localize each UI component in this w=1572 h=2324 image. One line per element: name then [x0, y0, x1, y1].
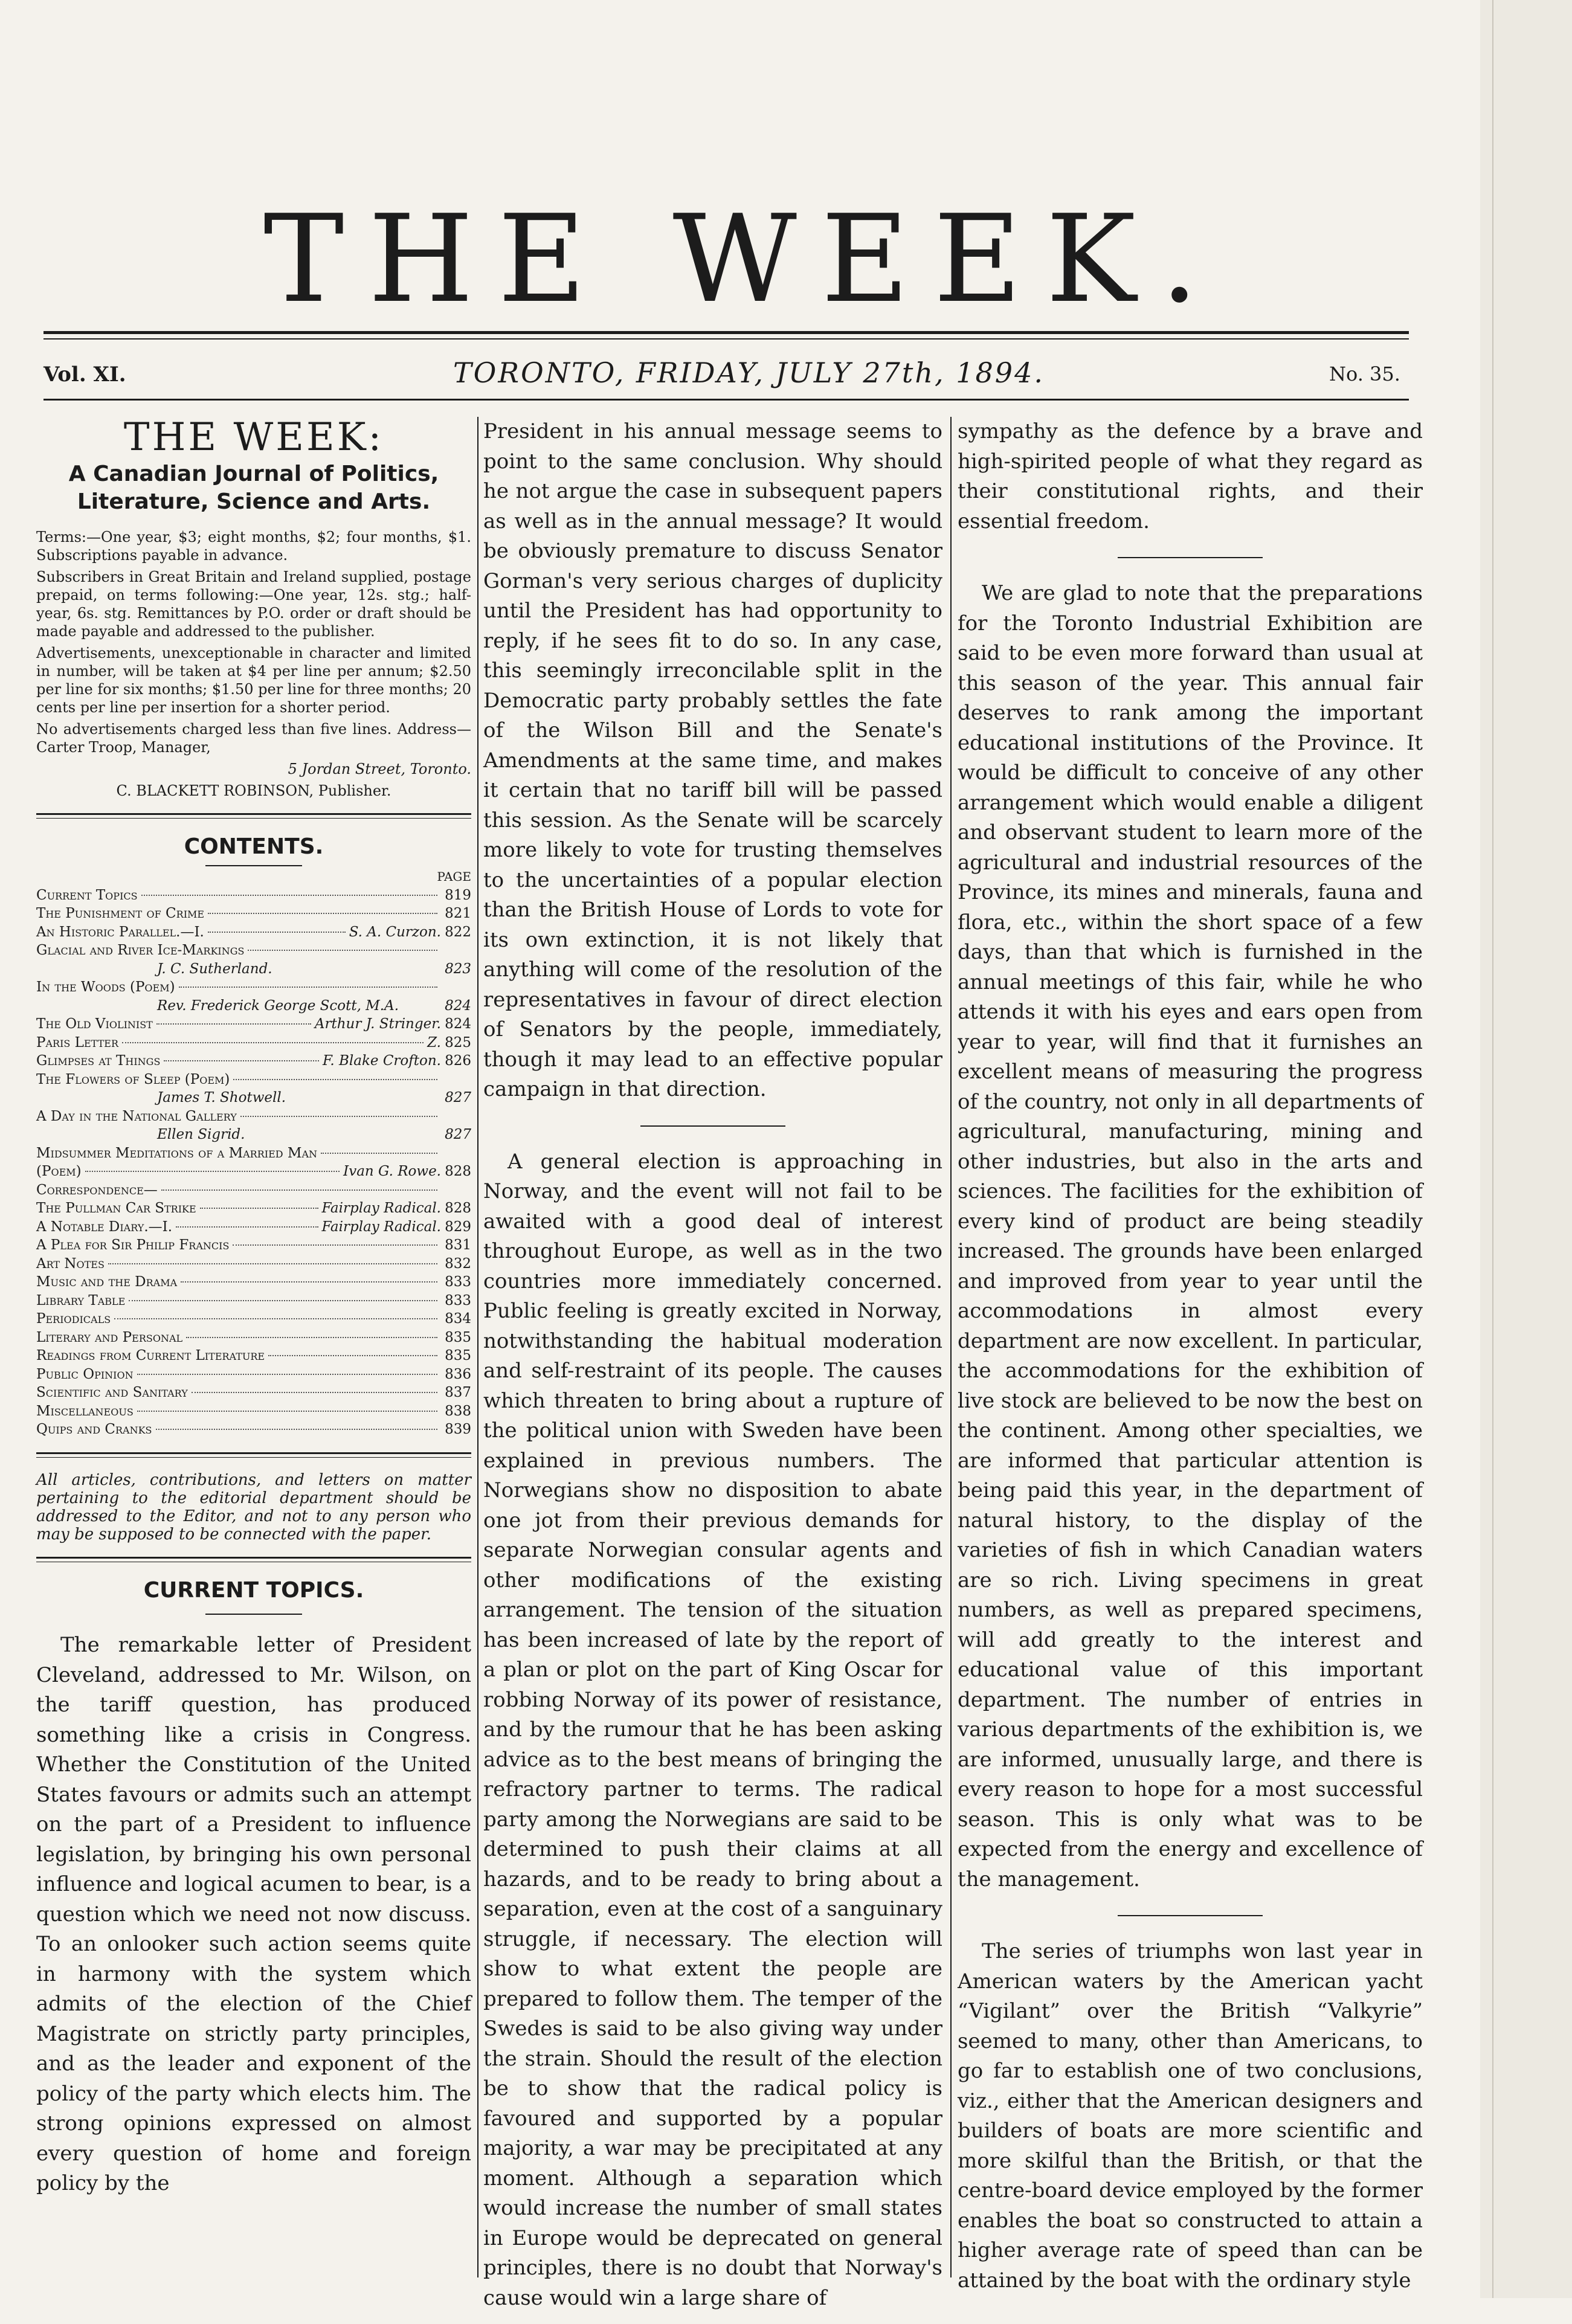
contents-entry — [36, 1365, 471, 1384]
leader-dots — [108, 1263, 437, 1264]
article-paragraph: President in his annual message seems to point to the same conclusion. Why should he not argue the case in subsequent papers as well as in the annual message? It would be obviously premature to discuss Senator Gorman's very serious charges of duplicity until the President has had opportunity to reply, if he sees fit to do so. In any case, this seemingly irreconcilable split in the Democratic party probably settles the fate of the Wilson Bill and the Senate's Amendments at the same time, and makes it certain that no tariff bill will be passed this session. As the Senate will be scarcely more likely to vote for trusting themselves to the uncertainties of a popular election than the British House of Lords to vote for its own extinction, it is not likely that anything will come of the resolution of the representatives in favour of direct election of Senators by the people, immediately, though it may lead to an effective popular campaign in that direction. — [483, 419, 942, 1101]
contents-entry-title: Midsummer Meditations of a Married Man — [36, 1145, 318, 1161]
issue-number: No. 35. — [1329, 362, 1400, 385]
contents-entry-title: The Pullman Car Strike — [36, 1200, 196, 1216]
leader-dots — [321, 1153, 437, 1154]
contents-entry — [36, 1420, 471, 1439]
contents-entry-page: 821 — [445, 906, 471, 921]
page-edge — [1480, 0, 1572, 2298]
article-paragraph: The series of triumphs won last year in American waters by the American yacht “Vigilant” over the British “Valkyrie” seemed to many, other than Americans, to go far to establish one of two conclusions, viz., either that the American designers and builders of boats are more scientific and more skilful than the British, or that the centre-board device employed by the former enables the boat so constructed to attain a higher average rate of speed than can be attained by the boat with the ordinary style — [958, 1939, 1423, 2293]
contents-entry-title: The Flowers of Sleep (Poem) — [36, 1071, 230, 1087]
contents-entry-title: (Poem) — [36, 1164, 82, 1179]
terms-paragraph: Subscribers in Great Britain and Ireland supplied, postage prepaid, on terms following:—One year, 12s. stg.; half-year, 6s. stg. Remittances by P.O. order or draft should be made payable and addressed to the publisher. — [36, 568, 471, 640]
editorial-note: All articles, contributions, and letters on matter pertaining to the editorial department should be addressed to the Editor, and not to any person who may be supposed to be connected with the paper. — [36, 1470, 471, 1543]
leader-dots — [233, 1079, 437, 1080]
contents-entry-title: Literary and Personal — [36, 1329, 183, 1345]
divider — [1118, 557, 1263, 558]
contents-entry-page: 822 — [445, 924, 471, 940]
contents-entry-page: 833 — [445, 1274, 471, 1290]
contents-entry-page: 835 — [445, 1329, 471, 1345]
contents-entry-title: A Day in the National Gallery — [36, 1108, 237, 1124]
leader-dots — [248, 950, 437, 951]
leader-dots — [192, 1392, 437, 1393]
contents-entry-page: 832 — [445, 1255, 471, 1272]
contents-entry-page: 828 — [445, 1200, 471, 1216]
article-paragraph: A general election is approaching in Norway, and the event will not fail to be awaited with a good deal of interest throughout Europe, as well as in the two countries more immediately concerned. Public feeling is greatly excited in Norway, notwithstanding the habitual moderation and self-restraint of its people. The causes which threaten to bring about a rupture of the political union with Sweden have been explained in previous numbers. The Norwegians show no disposition to abate one jot from their previous demands for separate Norwegian consular agents and other modifications of the existing arrangement. The tension of the situation has been increased of late by the report of a plan or plot on the part of King Oscar for robbing Norway of its power of resistance, and by the rumour that he has been asking advice as to the best means of bringing the refractory partner to terms. The radical party among the Norwegians are said to be determined to push their claims at all hazards, and to be ready to bring about a separation, even at the cost of a sanguinary struggle, if necessary. The election will show to what extent the people are prepared to follow them. The temper of the Swedes is said to be also giving way under the strain. Should the result of the election be to show that the radical policy is favoured and supported by a popular majority, a war may be precipitated at any moment. Although a separation which would increase the number of small states in Europe would be deprecated on general principles, there is no doubt that Norway's cause would win a large share of — [483, 1149, 942, 2310]
leader-dots — [181, 1281, 437, 1283]
contents-entry — [36, 960, 471, 979]
publisher-line: C. BLACKETT ROBINSON, Publisher. — [116, 782, 391, 799]
contents-entry-page: 837 — [445, 1385, 471, 1400]
contents-entry — [36, 1310, 471, 1328]
divider — [640, 1125, 785, 1127]
dateline-rule — [43, 399, 1409, 401]
contents-entry — [36, 997, 471, 1016]
contents-list — [36, 886, 471, 1439]
contents-entry-page: 836 — [445, 1366, 471, 1382]
contents-entry — [36, 923, 471, 942]
dateline: TORONTO, FRIDAY, JULY 27th, 1894. — [453, 356, 1045, 389]
divider — [36, 1452, 471, 1458]
contents-entry-page: 824 — [445, 1016, 471, 1032]
contents-entry-author: S. A. Curzon. — [349, 924, 441, 940]
contents-entry-title: Music and the Drama — [36, 1274, 178, 1290]
contents-entry-page: 828 — [445, 1164, 471, 1179]
contents-entry — [36, 1383, 471, 1402]
contents-entry — [36, 1328, 471, 1347]
article-paragraph: The remarkable letter of President Cleveland, addressed to Mr. Wilson, on the tariff question, has produced something like a crisis in Congress. Whether the Constitution of the United States favours or admits such an attempt on the part of a President to influence legislation, by bringing his own personal influence and logical acumen to bear, is a question which we need not now discuss. To an onlooker such action seems quite in harmony with the system which admits of the election of the Chief Magistrate on strictly party principles, and as the leader and exponent of the policy of the party which elects him. The strong opinions expressed on almost every question of home and foreign policy by the — [36, 1633, 471, 2195]
contents-entry — [36, 1402, 471, 1421]
terms-paragraph: Terms:—One year, $3; eight months, $2; four months, $1. Subscriptions payable in advance. — [36, 528, 471, 564]
contents-entry-title: An Historic Parallel.—I. — [36, 924, 204, 940]
contents-entry-author: Fairplay Radical. — [321, 1200, 441, 1216]
contents-entry-title: Current Topics — [36, 887, 138, 903]
contents-entry-page: 831 — [445, 1237, 471, 1253]
column-middle — [483, 417, 942, 2324]
publisher-address: 5 Jordan Street, Toronto. — [288, 760, 471, 777]
column-rule — [950, 417, 952, 2277]
contents-entry-title: Glacial and River Ice-Markings — [36, 942, 245, 958]
leader-dots — [137, 1374, 437, 1375]
contents-entry — [36, 1236, 471, 1255]
journal-subtitle: A Canadian Journal of Politics, Literature, Science and Arts. — [68, 461, 439, 514]
current-topics-heading: CURRENT TOPICS. — [143, 1577, 364, 1603]
contents-entry — [36, 978, 471, 997]
contents-entry — [36, 1070, 471, 1089]
contents-entry — [36, 941, 471, 960]
contents-entry-title: The Punishment of Crime — [36, 906, 205, 921]
contents-heading: CONTENTS. — [184, 834, 324, 859]
leader-dots — [129, 1300, 437, 1301]
contents-entry — [36, 1089, 471, 1107]
leader-dots — [122, 1042, 424, 1043]
masthead-rule-thin — [43, 338, 1409, 340]
terms-paragraph: No advertisements charged less than five lines. Address—Carter Troop, Manager, — [36, 720, 471, 756]
column-rule — [477, 417, 478, 2277]
contents-entry — [36, 1052, 471, 1070]
contents-entry-page: 824 — [445, 997, 471, 1014]
contents-entry — [36, 1218, 471, 1237]
contents-entry-title: Art Notes — [36, 1255, 105, 1272]
leader-dots — [114, 1318, 437, 1319]
contents-entry-title: The Old Violinist — [36, 1016, 153, 1032]
contents-entry — [36, 1255, 471, 1273]
divider — [1118, 1915, 1263, 1916]
contents-entry-page: 827 — [445, 1090, 471, 1106]
contents-entry-title: In the Woods (Poem) — [36, 979, 175, 995]
contents-page-label: PAGE — [437, 869, 471, 884]
contents-entry-author: Arthur J. Stringer. — [314, 1016, 441, 1032]
contents-entry-author: F. Blake Crofton. — [323, 1053, 441, 1069]
leader-dots — [156, 1023, 311, 1025]
divider — [205, 1614, 302, 1615]
leader-dots — [141, 895, 437, 896]
contents-entry-title: Glimpses at Things — [36, 1053, 161, 1069]
contents-entry — [36, 1034, 471, 1052]
contents-entry-author: Z. — [427, 1034, 441, 1051]
contents-entry-page: 825 — [445, 1034, 471, 1051]
leader-dots — [268, 1355, 437, 1356]
contents-entry-page: 838 — [445, 1403, 471, 1419]
contents-entry-author: Ellen Sigrid. — [157, 1127, 245, 1142]
terms-paragraph: Advertisements, unexceptionable in character and limited in number, will be taken at $4 per line per annum; $2.50 per line for six months; $1.50 per line for three months; 20 cents per line per insertion for a shorter period. — [36, 644, 471, 716]
contents-entry-title: Scientific and Sanitary — [36, 1385, 188, 1400]
leader-dots — [176, 1226, 318, 1228]
column-right — [958, 417, 1423, 2306]
contents-entry — [36, 1273, 471, 1292]
contents-entry — [36, 1292, 471, 1310]
leader-dots — [161, 1189, 437, 1191]
table-of-contents — [36, 867, 471, 1439]
leader-dots — [240, 1116, 437, 1117]
contents-entry-title: Public Opinion — [36, 1366, 134, 1382]
leader-dots — [137, 1411, 437, 1412]
contents-entry — [36, 1144, 471, 1163]
article-paragraph: sympathy as the defence by a brave and high-spirited people of what they regard as their constitutional rights, and their essential freedom. — [958, 419, 1423, 533]
contents-entry-page: 826 — [445, 1053, 471, 1069]
contents-entry-title: Miscellaneous — [36, 1403, 134, 1419]
contents-entry-title: Correspondence— — [36, 1182, 158, 1198]
contents-entry — [36, 1015, 471, 1034]
contents-entry-title: Readings from Current Literature — [36, 1348, 265, 1363]
contents-entry-title: Paris Letter — [36, 1034, 118, 1051]
divider — [205, 865, 302, 866]
contents-entry — [36, 1181, 471, 1200]
contents-entry-page: 819 — [445, 887, 471, 903]
contents-entry-title: A Plea for Sir Philip Francis — [36, 1237, 230, 1253]
contents-entry-author: Ivan G. Rowe. — [343, 1164, 441, 1179]
leader-dots — [208, 932, 346, 933]
leader-dots — [85, 1171, 340, 1172]
contents-entry-title: Quips and Cranks — [36, 1421, 152, 1437]
contents-entry-page: 827 — [445, 1127, 471, 1142]
contents-entry-author: J. C. Sutherland. — [157, 961, 272, 977]
leader-dots — [208, 913, 437, 914]
contents-entry-page: 839 — [445, 1421, 471, 1437]
contents-entry-author: Fairplay Radical. — [321, 1218, 441, 1235]
contents-entry — [36, 904, 471, 923]
leader-dots — [233, 1244, 437, 1246]
contents-entry — [36, 1347, 471, 1365]
contents-entry-page: 833 — [445, 1292, 471, 1308]
volume-label: Vol. XI. — [43, 362, 126, 387]
column-left — [36, 417, 471, 2210]
contents-entry-page: 829 — [445, 1218, 471, 1235]
divider — [36, 813, 471, 819]
leader-dots — [164, 1060, 319, 1061]
leader-dots — [179, 987, 437, 988]
contents-entry-author: James T. Shotwell. — [157, 1090, 286, 1106]
contents-entry-page: 835 — [445, 1348, 471, 1363]
divider — [36, 1557, 471, 1562]
contents-entry — [36, 886, 471, 905]
masthead-title: THE WEEK. — [263, 189, 1223, 330]
contents-entry-title: A Notable Diary.—I. — [36, 1218, 173, 1235]
leader-dots — [186, 1337, 437, 1338]
contents-entry — [36, 1107, 471, 1126]
article-paragraph: We are glad to note that the preparations for the Toronto Industrial Exhibition are said to be even more forward than usual at this season of the year. This annual fair deserves to rank among the important educational institutions of the Province. It would be difficult to conceive of any other arrangement which would enable a diligent and observant student to learn more of the agricultural and industrial resources of the Province, its mines and minerals, fauna and flora, etc., within the short space of a few days, than that which is furnished in the annual meetings of this fair, while he who attends it with his eyes and ears open from year to year, will find that it furnishes an excellent means of measuring the progress of the country, not only in all departments of agricultural, manufacturing, mining and other industries, but also in the arts and sciences. The facilities for the exhibition of every kind of product are being steadily increased. The grounds have been enlarged and improved from year to year until the accommodations in almost every department are now excellent. In particular, the accommodations for the exhibition of live stock are believed to be now the best on the continent. Among other specialties, we are informed that particular attention is being paid this year, in the department of natural history, to the display of the varieties of fish in which Canadian waters are so rich. Living specimens in great numbers, as well as prepared specimens, will add greatly to the interest and educational value of this important department. The number of entries in various departments of the exhibition is, we are informed, unusually large, and there is every reason to hope for a most successful season. This is only what was to be expected from the energy and excellence of the management. — [958, 581, 1423, 1891]
contents-entry — [36, 1199, 471, 1218]
leader-dots — [156, 1429, 437, 1430]
contents-entry — [36, 1162, 471, 1181]
contents-entry-title: Periodicals — [36, 1311, 111, 1327]
masthead-rule-top — [43, 331, 1409, 334]
contents-entry-page: 823 — [445, 961, 471, 977]
journal-heading: THE WEEK: — [123, 415, 384, 460]
subscription-terms — [36, 528, 471, 800]
contents-entry-page: 834 — [445, 1311, 471, 1327]
contents-entry — [36, 1125, 471, 1144]
contents-entry-author: Rev. Frederick George Scott, M.A. — [157, 997, 399, 1014]
contents-entry-title: Library Table — [36, 1292, 126, 1308]
leader-dots — [200, 1208, 318, 1209]
